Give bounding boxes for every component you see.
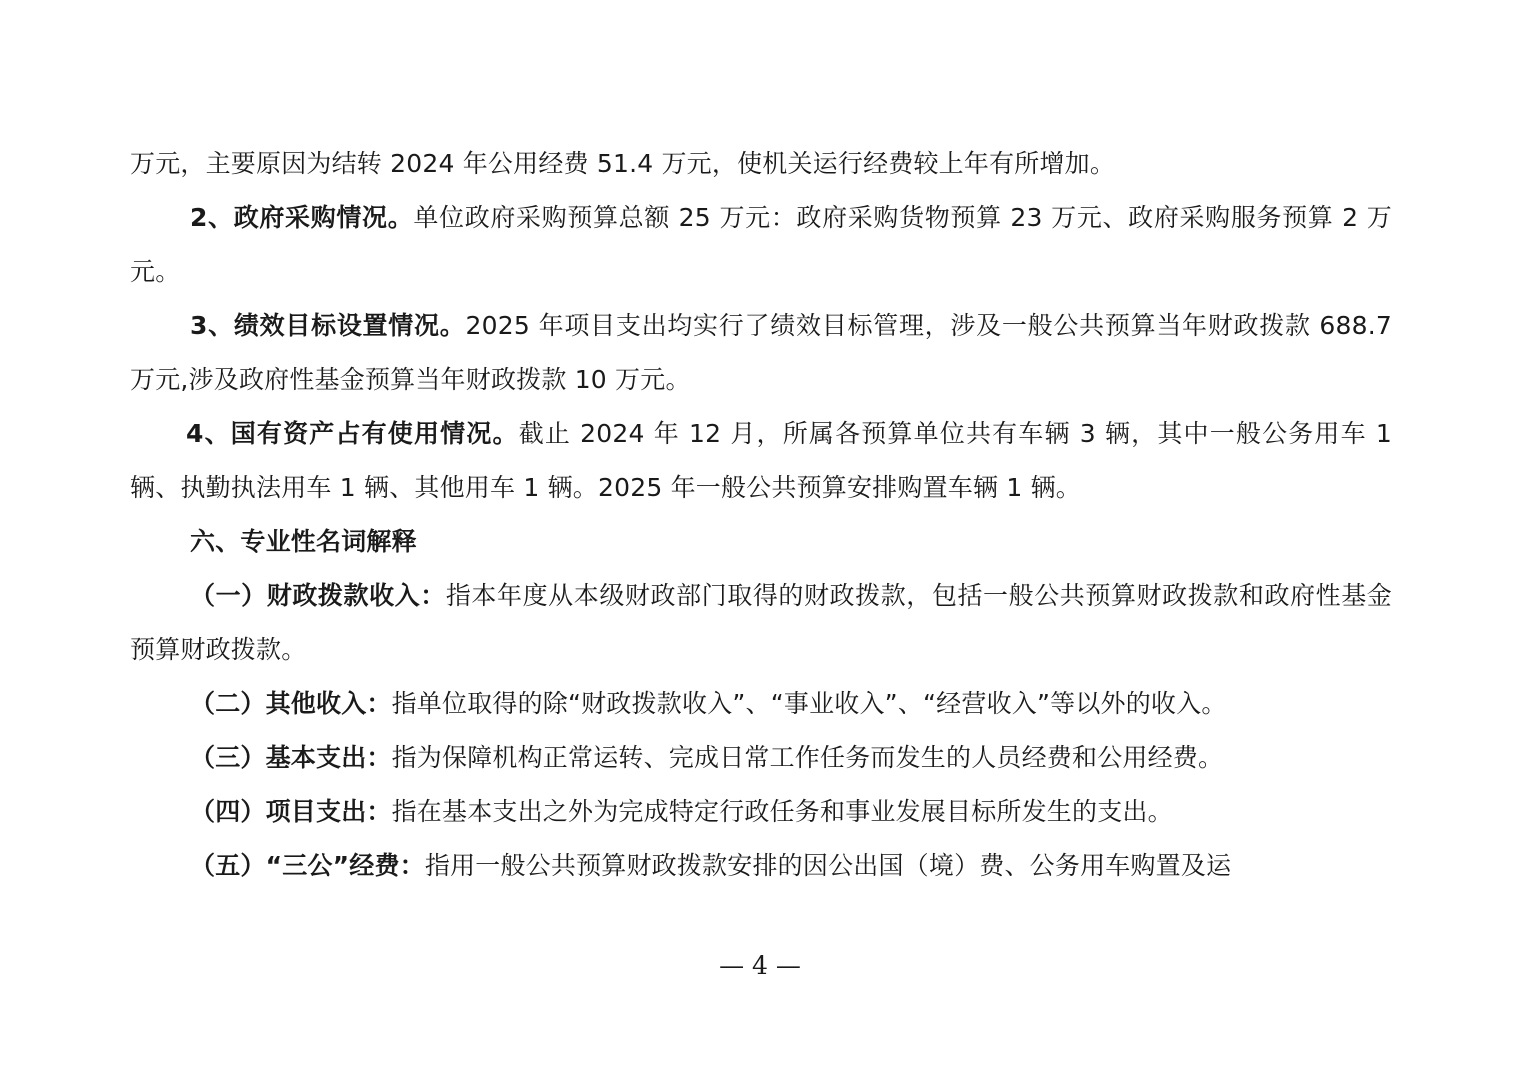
definition-basic-expenditure (130, 731, 1392, 785)
definition-text: 指在基本支出之外为完成特定行政任务和事业发展目标所发生的支出。 (391, 797, 1173, 826)
definition-term: （一）财政拨款收入： (190, 581, 446, 610)
page-number: — 4 — (719, 951, 801, 980)
definition-term: （三）基本支出： (190, 743, 392, 772)
section-heading: 六、专业性名词解释 (190, 527, 417, 556)
paragraph-text: 截止 2024 年 12 月，所属各预算单位共有车辆 3 辆，其中一般公务用车 1 辆、执勤执法用车 1 辆、其他用车 1 辆。2025 年一般公共预算安排购置车辆 1 辆。 (130, 419, 1393, 502)
paragraph-state-assets (130, 407, 1392, 515)
definition-term: （五）“三公”经费： (190, 851, 425, 880)
definition-other-income (130, 677, 1392, 731)
definition-text: 指本年度从本级财政部门取得的财政拨款，包括一般公共预算财政拨款和政府性基金预算财政拨款。 (130, 581, 1392, 664)
definition-three-public-expenses (130, 839, 1392, 893)
document-body (130, 137, 1392, 893)
definition-text: 指为保障机构正常运转、完成日常工作任务而发生的人员经费和公用经费。 (391, 743, 1224, 772)
paragraph-heading: 4、国有资产占有使用情况。 (186, 419, 519, 448)
definition-fiscal-appropriation-income (130, 569, 1392, 677)
definition-term: （四）项目支出： (190, 797, 392, 826)
paragraph-performance-goals (130, 299, 1392, 407)
definition-text: 指用一般公共预算财政拨款安排的因公出国（境）费、公务用车购置及运 (424, 851, 1232, 880)
paragraph-procurement (130, 191, 1392, 299)
definition-term: （二）其他收入： (190, 689, 392, 718)
paragraph-text: 万元，主要原因为结转 2024 年公用经费 51.4 万元，使机关运行经费较上年有所增加。 (130, 149, 1116, 178)
paragraph-heading: 2、政府采购情况。 (190, 203, 414, 232)
definition-project-expenditure (130, 785, 1392, 839)
definition-text: 指单位取得的除“财政拨款收入”、“事业收入”、“经营收入”等以外的收入。 (391, 689, 1227, 718)
paragraph-heading: 3、绩效目标设置情况。 (190, 311, 466, 340)
paragraph-continuation (130, 137, 1392, 191)
paragraph-text: 2025 年项目支出均实行了绩效目标管理，涉及一般公共预算当年财政拨款 688.7 万元,涉及政府性基金预算当年财政拨款 10 万元。 (130, 311, 1392, 394)
paragraph-text: 单位政府采购预算总额 25 万元：政府采购货物预算 23 万元、政府采购服务预算 2 万元。 (130, 203, 1392, 286)
